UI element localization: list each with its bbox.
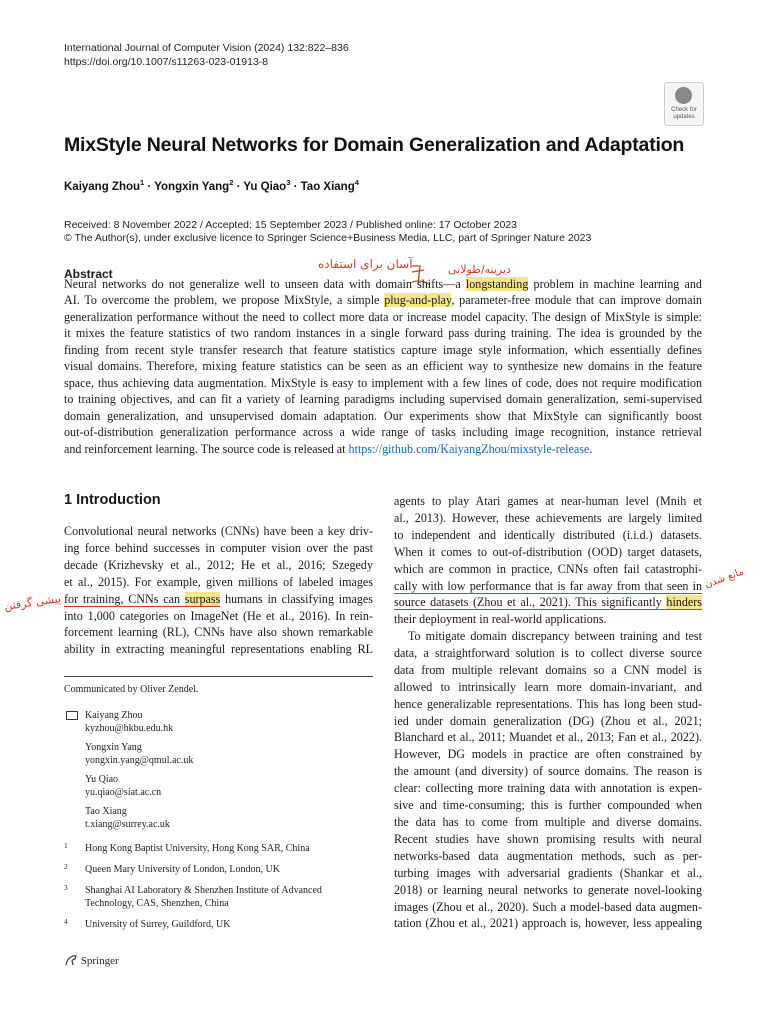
body-line: forcement learning (RL), CNNs have also shown remarkable: [64, 625, 373, 640]
author-affil: 4: [354, 178, 359, 187]
body-line: 2018) or learning neural networks to generate novel-looking: [394, 882, 702, 897]
communicated-by: Communicated by Oliver Zendel.: [64, 684, 199, 695]
intro-right-paragraph-1: [394, 493, 702, 628]
affil-text: University of Surrey, Guildford, UK: [85, 919, 231, 930]
body-line: Convolutional neural networks (CNNs) have been a key driv-: [64, 524, 373, 538]
body-line: their deployment in real-world applications.: [394, 612, 607, 627]
abstract-body: [64, 276, 702, 457]
body-line: decade (Krizhevsky et al., 2012; He et al., 2016; Szegedy: [64, 557, 373, 572]
author-separator: ·: [290, 180, 301, 193]
body-line: which are common in practice, CNNs often fail catastrophi-: [394, 561, 702, 576]
abstract-line: out-of-distribution generalization performance across a wide range of tasks including image recognition, instance retrieval: [64, 425, 702, 440]
body-line: the amount (and diversity) of source domains. The reason is: [394, 764, 702, 779]
check-for-updates-badge[interactable]: [664, 82, 704, 126]
body-line: ing force behind successes in computer vision over the past: [64, 540, 373, 555]
intro-right-paragraph-2: [394, 628, 702, 932]
author-name: Kaiyang Zhou: [64, 180, 141, 193]
abstract-text: Neural networks do not generalize well to unseen data with domain shifts—a: [64, 277, 466, 291]
body-line: hence generalizable representations. This has long been stud-: [394, 696, 702, 711]
abstract-line: to training objectives, and can fit a variety of learning paradigms including supervised domain generalization, semi-supervised: [64, 392, 702, 407]
affil-text: Hong Kong Baptist University, Hong Kong SAR, China: [85, 843, 310, 854]
body-line: ied under domain generalization (DG) (Zhou et al., 2021;: [394, 713, 702, 728]
source-code-link[interactable]: https://github.com/KaiyangZhou/mixstyle-release: [348, 441, 590, 456]
author-name: Yongxin Yang: [154, 180, 230, 193]
author-name: Tao Xiang: [300, 180, 355, 193]
abstract-line: [64, 441, 702, 457]
abstract-line: [64, 292, 702, 308]
email-icon: [66, 711, 78, 720]
body-line: allowed to intrinsically learn more domain-invariant, and: [394, 679, 702, 694]
journal-citation: International Journal of Computer Vision (2024) 132:822–836: [64, 42, 349, 54]
contact-name: Tao Xiang: [85, 806, 127, 817]
author-affil: 2: [229, 178, 234, 187]
body-line: data from multiple relevant domains so a CNN model is: [394, 662, 702, 677]
body-line: turbing images with adversarial gradients (Shankar et al.,: [394, 865, 702, 880]
body-line: sive and time-consuming; this is further compounded when: [394, 798, 702, 813]
author-separator: ·: [144, 180, 155, 193]
contacts-block: [64, 709, 193, 831]
body-line: the data has to come from multiple and diverse domains.: [394, 814, 702, 829]
body-line: images (Zhou et al., 2020). Such a model-based data augmen-: [394, 899, 702, 914]
section-heading-introduction: 1 Introduction: [64, 492, 161, 508]
abstract-line: it mixes the feature statistics of two random instances in a single forward pass during training. The idea is grounded by the: [64, 326, 702, 341]
body-line: clear: collecting more training data with annotation is expen-: [394, 781, 702, 796]
author-affil: 1: [140, 178, 145, 187]
highlight-longstanding: longstanding: [465, 277, 529, 291]
abstract-text: AI. To overcome the problem, we propose MixStyle, a simple: [64, 293, 385, 308]
footnote-rule: [64, 676, 373, 677]
underlined-text: for training, CNNs can: [64, 591, 185, 606]
body-line: Recent studies have shown promising results with neural: [394, 831, 702, 846]
contact-email[interactable]: yongxin.yang@qmul.ac.uk: [85, 755, 194, 766]
updates-icon: [675, 87, 692, 104]
handwritten-note-longstanding: دیرینه/طولانی: [448, 263, 511, 276]
body-line: [394, 578, 702, 595]
badge-line1: Check for: [671, 107, 697, 113]
publisher-footer: [64, 953, 119, 968]
handwritten-note-plug-and-play: آسان برای استفاده: [318, 257, 413, 271]
body-line: data, a straightforward solution is to collect diverse source: [394, 645, 702, 660]
abstract-line: visual domains. Therefore, mixing feature statistics can be seen as an efficient way to synthesize new domains in the feature: [64, 359, 702, 374]
handwritten-note-hinders: مانع شدن: [703, 566, 746, 591]
contact-name: Yu Qiao: [85, 774, 119, 785]
publisher-name: Springer: [80, 955, 119, 967]
highlight-surpass: surpass: [184, 591, 221, 606]
body-line: To mitigate domain discrepancy between training and test: [408, 629, 702, 643]
body-line: However, DG models in practice are often constrained by: [394, 747, 702, 762]
body-line: ability in extracting meaningful representations enabling RL: [64, 642, 373, 657]
affil-text: Queen Mary University of London, London, UK: [85, 864, 280, 875]
abstract-text: .: [589, 441, 593, 456]
affil-number: 3: [64, 883, 68, 892]
abstract-line: generalization performance without the need to collect more data or increase model capacity. The design of MixStyle is simple:: [64, 309, 702, 324]
author-name: Yu Qiao: [243, 180, 287, 193]
intro-left-paragraph: [64, 523, 373, 658]
contact-email[interactable]: yu.qiao@siat.ac.cn: [85, 787, 162, 798]
paper-title: MixStyle Neural Networks for Domain Generalization and Adaptation: [64, 134, 685, 156]
springer-horse-icon: [64, 953, 78, 967]
body-line: et al., 2015). For example, given millions of labeled images: [64, 574, 373, 589]
affil-number: 2: [64, 862, 68, 871]
body-line: al., 2013). However, these achievements are largely limited: [394, 510, 702, 525]
author-separator: ·: [233, 180, 244, 193]
highlight-plug-and-play: plug-and-play: [384, 293, 452, 308]
body-line: tation (Zhou et al., 2021) approach is, however, less appealing: [394, 916, 702, 931]
affil-number: 4: [64, 917, 68, 926]
highlight-hinders: hinders: [666, 595, 702, 610]
body-line: [394, 594, 702, 611]
body-line: into 1,000 categories on ImageNet (He et al., 2016). In rein-: [64, 608, 373, 623]
abstract-text: and reinforcement learning. The source code is released at: [64, 441, 349, 456]
abstract-line: finding from recent style transfer research that feature statistics capture image style information, which essentially defines: [64, 342, 702, 357]
contact-name: Yongxin Yang: [85, 742, 142, 753]
doi-link[interactable]: https://doi.org/10.1007/s11263-023-01913-8: [64, 56, 269, 68]
contact-email[interactable]: t.xiang@surrey.ac.uk: [85, 819, 170, 830]
body-line: networks-based data augmentation methods, such as per-: [394, 848, 702, 863]
affiliations: [64, 842, 369, 931]
publication-dates: Received: 8 November 2022 / Accepted: 15 September 2023 / Published online: 17 October 2023: [64, 219, 517, 231]
author-list: [64, 178, 359, 193]
author-affil: 3: [286, 178, 291, 187]
contact-email[interactable]: kyzhou@hkbu.edu.hk: [85, 723, 174, 734]
underlined-text: cally with low performance that is far away from that seen in: [394, 578, 702, 593]
abstract-line: domain generalization, and unsupervised domain adaptation. Our experiments show that MixStyle can significantly boost: [64, 408, 702, 423]
abstract-heading: Abstract: [64, 267, 113, 281]
license-notice: © The Author(s), under exclusive licence to Springer Science+Business Media, LLC, part of Springer Nature 2023: [64, 232, 592, 244]
affil-number: 1: [64, 841, 68, 850]
body-line: Blanchard et al., 2011; Muandet et al., 2013; Fan et al., 2022).: [394, 730, 702, 745]
body-line: to independent and identically distributed (i.i.d.) datasets.: [394, 527, 702, 542]
badge-line2: updates: [673, 113, 695, 120]
underlined-text: source datasets (Zhou et al., 2021). This significantly: [394, 595, 667, 610]
affil-text: Shanghai AI Laboratory & Shenzhen Institute of Advanced Technology, CAS, Shenzhen, China: [85, 885, 322, 909]
abstract-line: space, thus achieving data augmentation. MixStyle is easy to implement with a few lines of code, does not require modification: [64, 375, 702, 390]
abstract-line: [64, 276, 702, 292]
contact-name: Kaiyang Zhou: [85, 710, 143, 721]
body-line: agents to play Atari games at near-human level (Mnih et: [394, 494, 702, 508]
abstract-text: , parameter-free module that can improve domain: [451, 293, 702, 308]
abstract-text: problem in machine learning and: [528, 277, 702, 291]
body-line: for training, CNNs can surpass humans in classifying images: [64, 591, 373, 606]
body-line: When it comes to out-of-distribution (OOD) target datasets,: [394, 544, 702, 559]
handwritten-note-surpass: پیشی گرفتن: [3, 592, 62, 613]
